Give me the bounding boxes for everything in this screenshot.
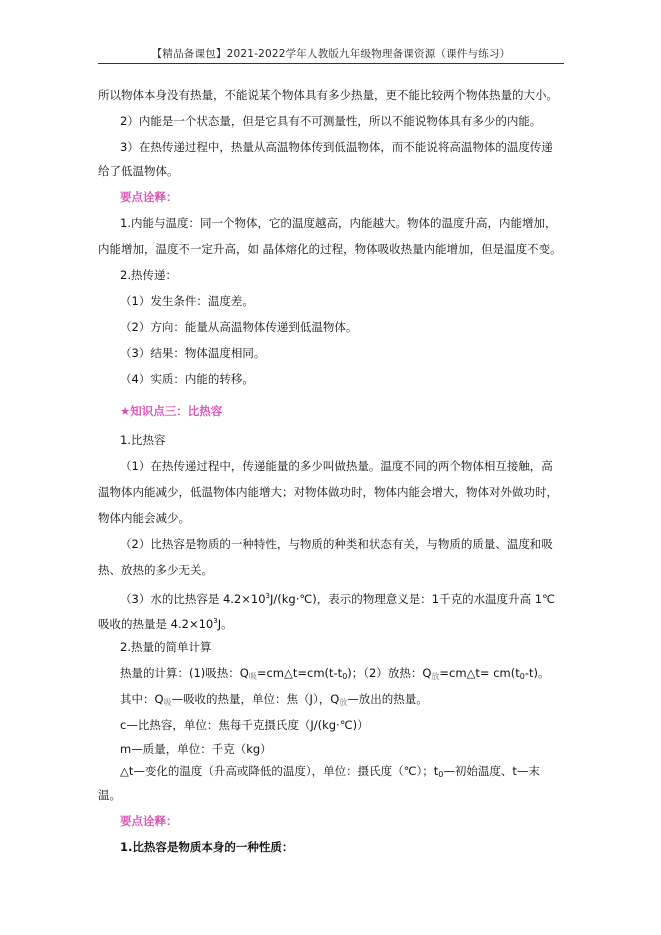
text-line: c—比热容，单位：焦每千克摄氏度（J/(kg·℃)）	[120, 718, 369, 732]
text-line: 热、放热的多少无关。	[98, 563, 213, 577]
text-line: （2）比热容是物质的一种特性，与物质的种类和状态有关，与物质的质量、温度和吸	[120, 537, 553, 551]
text-line: 2.热量的简单计算	[120, 640, 212, 654]
text-line: （1）发生条件：温度差。	[120, 294, 254, 308]
text-line: （3）结果：物体温度相同。	[120, 346, 266, 360]
text-line: 物体内能会减少。	[98, 511, 190, 525]
text-line: 2）内能是一个状态量，但是它具有不可测量性，所以不能说物体具有多少的内能。	[120, 114, 542, 128]
header-rule	[98, 63, 564, 64]
text-line: （3）水的比热容是 $4.2\times 10^3J/(kg\cdot℃)$，表示的物理意义是：1千克的水温度升高 1℃	[120, 592, 555, 606]
section-heading: 要点诠释：	[120, 814, 178, 828]
text-line: 1.比热容是物质本身的一种性质：	[120, 840, 294, 854]
text-line: 1.内能与温度：同一个物体，它的温度越高，内能越大。物体的温度升高，内能增加，	[120, 216, 557, 230]
text-line: 温。	[98, 788, 121, 802]
text-line: 温物体内能减少，低温物体内能增大；对物体做功时，物体内能会增大，物体对外做功时，	[98, 485, 558, 499]
formula-line: 其中：$Q_吸—$吸收的热量，单位：焦（J），$Q_放—$放出的热量。	[120, 692, 428, 707]
section-heading: 要点诠释：	[120, 190, 178, 204]
formula-line: 热量的计算：(1)吸热：$Q_吸=cm\triangle t=cm(t-t_0)$；（2）放热：$Q_放=cm\triangle t= cm(t_0-t)$。	[120, 666, 550, 681]
text-line: △t—变化的温度（升高或降低的温度），单位：摄氏度（℃）；$t_0—$初始温度、t—末	[120, 764, 540, 779]
text-line: 所以物体本身没有热量，不能说某个物体具有多少热量，更不能比较两个物体热量的大小。	[98, 88, 558, 102]
text-line: （4）实质：内能的转移。	[120, 372, 254, 386]
text-line: m—质量，单位：千克（kg）	[120, 742, 272, 756]
text-line: 2.热传递：	[120, 268, 177, 282]
section-heading: ★知识点三：比热容	[120, 404, 223, 418]
page-header: 【精品备课包】2021-2022学年人教版九年级物理备课资源（课件与练习）	[151, 48, 511, 60]
text-line: 内能增加，温度不一定升高，如 晶体熔化的过程，物体吸收热量内能增加，但是温度不变。	[98, 242, 562, 256]
text-line: 给了低温物体。	[98, 164, 179, 178]
text-line: 吸收的热量是 $4.2\times 10^3J$。	[98, 617, 233, 631]
text-line: （2）方向：能量从高温物体传递到低温物体。	[120, 320, 358, 334]
text-line: 3）在热传递过程中，热量从高温物体传到低温物体，而不能说将高温物体的温度传递	[120, 140, 553, 154]
text-line: （1）在热传递过程中，传递能量的多少叫做热量。温度不同的两个物体相互接触，高	[120, 459, 553, 473]
text-line: 1.比热容	[120, 433, 166, 447]
